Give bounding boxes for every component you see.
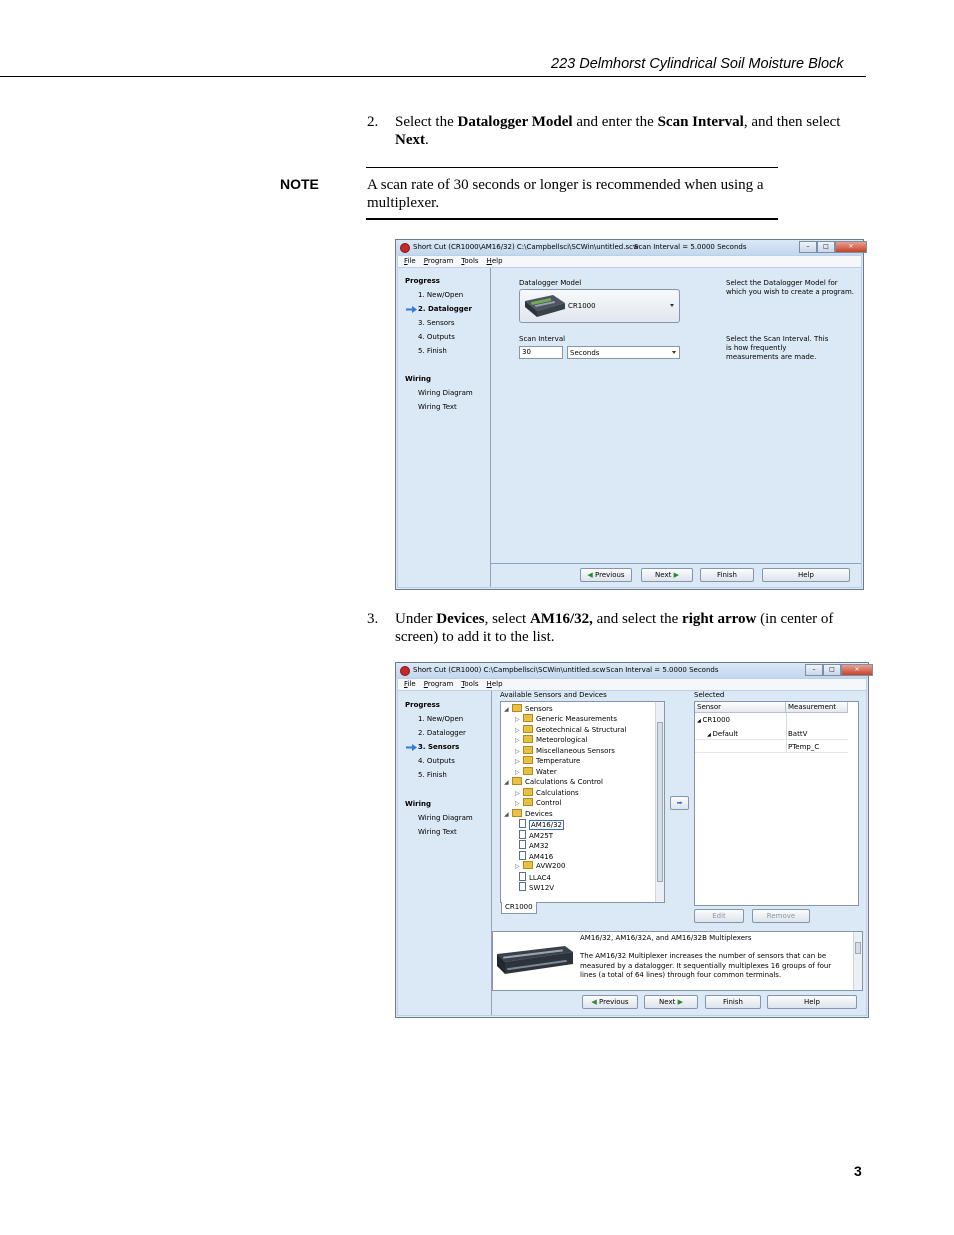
step-2-term-datalogger-model: Datalogger Model [457, 114, 573, 130]
menu-file[interactable]: File [404, 257, 416, 265]
step-2 [367, 113, 867, 153]
tree-label: LLAC4 [529, 874, 551, 882]
folder-icon [523, 746, 533, 754]
column-header-sensor[interactable]: Sensor [695, 702, 786, 713]
tree-label: Miscellaneous Sensors [536, 747, 615, 755]
scan-interval-label: Scan Interval [519, 335, 566, 343]
nav-step-outputs[interactable]: 4. Outputs [418, 757, 455, 765]
triangle-left-icon: ◀ [587, 571, 595, 579]
tree-label: Generic Measurements [536, 715, 618, 723]
next-button-label: Next [655, 571, 672, 579]
current-step-arrow-icon [406, 744, 417, 751]
tree-label: SW12V [529, 884, 555, 892]
step-2-text [395, 113, 865, 149]
triangle-right-icon: ▶ [671, 571, 679, 579]
navigation-pane [398, 691, 492, 1015]
remove-button[interactable]: Remove [752, 909, 810, 923]
document-icon [519, 882, 526, 891]
finish-button[interactable]: Finish [705, 995, 761, 1009]
nav-step-new-open[interactable]: 1. New/Open [418, 291, 464, 299]
tree-label: Calculations & Control [525, 778, 603, 786]
progress-heading: Progress [405, 277, 440, 285]
step-3-text-b: , select [484, 611, 530, 627]
nav-step-finish[interactable]: 5. Finish [418, 771, 447, 779]
document-icon [519, 872, 526, 881]
folder-icon [523, 756, 533, 764]
step-3-text-c: and select the [592, 611, 683, 627]
available-sensors-label: Available Sensors and Devices [500, 691, 607, 699]
step-2-text-d: . [425, 132, 429, 148]
tab-cr1000[interactable]: CR1000 [501, 902, 537, 914]
grid-cell-measurement: BattV [788, 730, 808, 738]
step-3-term-devices: Devices [436, 611, 485, 627]
tree-label-selected: AM16/32 [531, 821, 563, 829]
tree-label: Temperature [536, 757, 581, 765]
step-3-term-right-arrow: right arrow [682, 611, 757, 627]
help-button[interactable]: Help [767, 995, 857, 1009]
window-title: Short Cut (CR1000\AM16/32) C:\Campbellsci\SCWin\untitled.scw [413, 243, 639, 251]
next-button-label: Next [659, 998, 676, 1006]
scan-interval-status: Scan Interval = 5.0000 Seconds [606, 666, 719, 674]
tree-label: AM416 [529, 853, 554, 861]
previous-button[interactable] [580, 568, 632, 582]
menu-bar [398, 256, 861, 267]
grid-cell-measurement: PTemp_C [788, 743, 820, 751]
finish-button[interactable]: Finish [700, 568, 754, 582]
expand-icon: ▷ [515, 716, 520, 723]
tree-label: Meteorological [536, 736, 588, 744]
nav-step-datalogger[interactable]: 2. Datalogger [418, 729, 466, 737]
folder-icon [523, 714, 533, 722]
note-top-rule [366, 167, 778, 168]
tree-label: Water [536, 768, 557, 776]
shortcut-window-datalogger [395, 239, 864, 590]
app-icon [400, 243, 410, 253]
title-bar[interactable] [396, 663, 868, 678]
description-title: AM16/32, AM16/32A, and AM16/32B Multiplexers [580, 934, 752, 942]
step-3-term-am16-32: AM16/32, [529, 611, 593, 627]
grid-cell-sensor: Default [712, 730, 739, 738]
menu-bar [398, 679, 866, 690]
previous-button-label: Previous [599, 998, 629, 1006]
help-text-scan: Select the Scan Interval. This is how frequently measurements are made. [726, 335, 829, 361]
document-icon [519, 840, 526, 849]
expand-icon: ▷ [515, 863, 520, 870]
tree-node-avw200[interactable] [515, 861, 565, 872]
scan-interval-input[interactable]: 30 [519, 346, 563, 359]
collapse-icon: ◢ [504, 811, 509, 818]
tree-node-calculations-control[interactable] [504, 777, 603, 788]
note-text: A scan rate of 30 seconds or longer is recommended when using a multiplexer. [367, 177, 764, 211]
menu-tools[interactable]: Tools [461, 680, 479, 688]
maximize-button[interactable]: □ [817, 241, 835, 253]
tree-label: AM32 [529, 842, 549, 850]
tree-label: Geotechnical & Structural [536, 726, 627, 734]
scrollbar-thumb[interactable] [657, 722, 663, 882]
folder-icon [512, 777, 522, 785]
grid-divider [786, 713, 787, 753]
tree-label: Devices [525, 810, 553, 818]
window-title: Short Cut (CR1000) C:\Campbellsci\SCWin\untitled.scw [413, 666, 606, 674]
tree-label: Sensors [525, 705, 553, 713]
maximize-button[interactable]: □ [823, 664, 841, 676]
nav-wiring-text[interactable]: Wiring Text [418, 403, 457, 411]
expand-icon: ▷ [515, 727, 520, 734]
expand-icon: ▷ [515, 769, 520, 776]
tree-node-am16-32[interactable] [519, 819, 564, 830]
datalogger-model-label: Datalogger Model [519, 279, 582, 287]
nav-wiring-diagram[interactable]: Wiring Diagram [418, 814, 473, 822]
grid-cell-sensor: CR1000 [702, 716, 731, 724]
nav-step-outputs[interactable]: 4. Outputs [418, 333, 455, 341]
cr1000-datalogger-image [523, 293, 567, 319]
column-header-measurement[interactable]: Measurement [786, 702, 848, 713]
step-2-term-scan-interval: Scan Interval [657, 114, 744, 130]
help-button[interactable]: Help [762, 568, 850, 582]
wiring-heading: Wiring [405, 375, 431, 383]
help-text-model: Select the Datalogger Model for which you wish to create a program. [726, 279, 854, 296]
app-icon [400, 666, 410, 676]
grid-row-cr1000[interactable] [697, 715, 730, 726]
window-controls [805, 664, 873, 675]
window-controls [799, 241, 867, 252]
description-scrollbar[interactable] [853, 932, 862, 990]
chevron-down-icon [670, 304, 674, 307]
folder-icon [523, 788, 533, 796]
step-3-text-d: (in center of screen) to add it to the list. [395, 611, 834, 645]
current-step-arrow-icon [406, 306, 417, 313]
folder-icon [523, 735, 533, 743]
description-body: The AM16/32 Multiplexer increases the number of sensors that can be measured by a datalogger. It sequentially multiplexes 16 groups of four lines (a total of 64 lines) through four common terminals. [580, 952, 832, 979]
menu-program[interactable]: Program [423, 257, 454, 265]
note-bottom-rule [366, 218, 778, 220]
menu-program[interactable]: Program [423, 680, 454, 688]
menu-file[interactable]: File [404, 680, 416, 688]
datalogger-panel [491, 268, 861, 564]
tree-node-generic-measurements[interactable] [515, 714, 617, 725]
running-header: 223 Delmhorst Cylindrical Soil Moisture Block [551, 56, 844, 72]
triangle-right-icon: ▶ [675, 998, 683, 1006]
step-2-number: 2. [367, 114, 379, 130]
collapse-icon: ◢ [504, 706, 509, 713]
close-button[interactable]: ✕ [841, 664, 873, 676]
page-number: 3 [854, 1163, 862, 1179]
scan-units-value: Seconds [570, 349, 600, 357]
am16-32-multiplexer-image [495, 942, 575, 978]
scrollbar-thumb[interactable] [855, 942, 861, 954]
collapse-icon: ◢ [504, 779, 509, 786]
nav-wiring-text[interactable]: Wiring Text [418, 828, 457, 836]
add-sensor-arrow-button[interactable]: ➡ [670, 796, 689, 810]
previous-button[interactable] [582, 995, 638, 1009]
note-label: NOTE [280, 176, 319, 192]
datalogger-model-select[interactable] [519, 289, 680, 323]
grid-row-divider [695, 752, 848, 753]
step-3-text [395, 610, 865, 646]
step-2-term-next: Next [395, 132, 425, 148]
triangle-left-icon: ◀ [591, 998, 599, 1006]
selected-label: Selected [694, 691, 725, 699]
document-icon [519, 819, 526, 828]
chevron-down-icon [672, 351, 676, 354]
step-2-text-b: and enter the [572, 114, 658, 130]
available-sensors-tree[interactable] [500, 701, 665, 903]
header-rule [0, 76, 866, 77]
nav-step-sensors[interactable]: 3. Sensors [418, 743, 460, 751]
tree-scrollbar[interactable] [655, 702, 664, 902]
folder-icon [523, 767, 533, 775]
title-bar[interactable] [396, 240, 863, 255]
step-2-text-a: Select the [395, 114, 458, 130]
step-3-text-a: Under [395, 611, 437, 627]
tree-node-control[interactable] [515, 798, 561, 809]
folder-icon [512, 704, 522, 712]
description-panel [492, 931, 863, 991]
document-icon [519, 851, 526, 860]
menu-tools[interactable]: Tools [461, 257, 479, 265]
progress-heading: Progress [405, 701, 440, 709]
minimize-button[interactable]: – [805, 664, 823, 676]
step-3 [367, 610, 867, 650]
tree-label: Calculations [536, 789, 579, 797]
menu-help[interactable]: Help [486, 257, 503, 265]
previous-button-label: Previous [595, 571, 625, 579]
wiring-heading: Wiring [405, 800, 431, 808]
navigation-pane [398, 268, 491, 587]
expand-icon: ▷ [515, 737, 520, 744]
scan-interval-status: Scan Interval = 5.0000 Seconds [634, 243, 747, 251]
collapse-icon: ◢ [707, 732, 713, 738]
expand-icon: ▷ [515, 800, 520, 807]
client-area [398, 691, 866, 1015]
tree-label: Control [536, 799, 562, 807]
nav-step-new-open[interactable]: 1. New/Open [418, 715, 464, 723]
expand-icon: ▷ [515, 748, 520, 755]
folder-icon [523, 861, 533, 869]
nav-wiring-diagram[interactable]: Wiring Diagram [418, 389, 473, 397]
scan-units-select[interactable] [567, 346, 680, 359]
client-area [398, 268, 861, 587]
expand-icon: ▷ [515, 758, 520, 765]
next-button[interactable] [641, 568, 693, 582]
close-button[interactable]: ✕ [835, 241, 867, 253]
minimize-button[interactable]: – [799, 241, 817, 253]
tree-label: AM25T [529, 832, 554, 840]
expand-icon: ▷ [515, 790, 520, 797]
edit-button[interactable]: Edit [694, 909, 744, 923]
step-3-number: 3. [367, 611, 379, 627]
nav-step-datalogger[interactable]: 2. Datalogger [418, 305, 473, 313]
datalogger-model-value: CR1000 [568, 302, 596, 310]
document-icon [519, 830, 526, 839]
nav-step-finish[interactable]: 5. Finish [418, 347, 447, 355]
collapse-icon: ◢ [697, 718, 703, 724]
selected-sensors-grid[interactable] [694, 701, 859, 906]
shortcut-window-sensors [395, 662, 869, 1018]
step-2-text-c: , and then select [743, 114, 841, 130]
folder-icon [512, 809, 522, 817]
tree-label: AVW200 [536, 862, 566, 870]
tree-node-meteorological[interactable] [515, 735, 587, 746]
grid-row-divider [695, 739, 848, 740]
folder-icon [523, 725, 533, 733]
menu-help[interactable]: Help [486, 680, 503, 688]
tree-node-temperature[interactable] [515, 756, 580, 767]
tree-node-am32[interactable] [519, 840, 549, 851]
nav-step-sensors[interactable]: 3. Sensors [418, 319, 455, 327]
folder-icon [523, 798, 533, 806]
tree-node-sw12v[interactable] [519, 882, 554, 893]
next-button[interactable] [644, 995, 698, 1009]
